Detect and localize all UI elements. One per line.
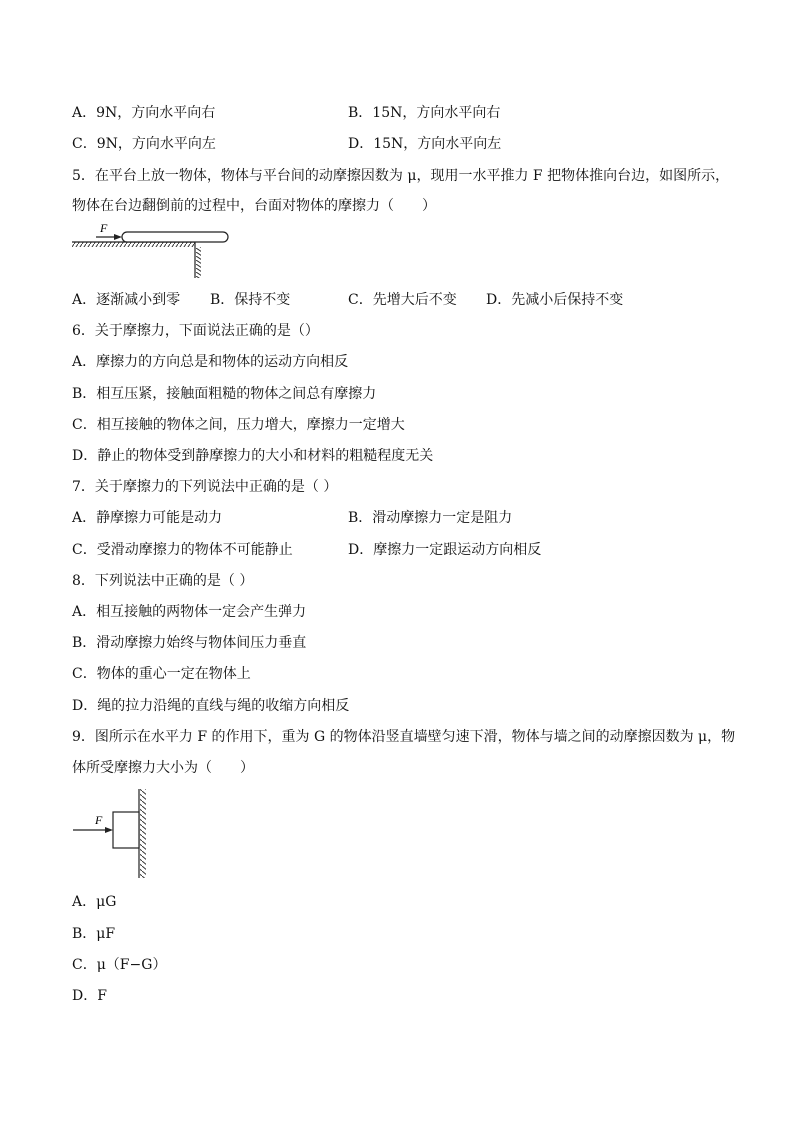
q7-option-c: C．受滑动摩擦力的物体不可能静止 bbox=[72, 542, 293, 558]
object-block bbox=[122, 232, 228, 242]
wall-hatch bbox=[140, 789, 146, 878]
force-label: F bbox=[100, 221, 108, 235]
q6-option-c: C．相互接触的物体之间，压力增大，摩擦力一定增大 bbox=[72, 417, 405, 433]
support-hatch bbox=[196, 247, 201, 278]
q7-stem: 7．关于摩擦力的下列说法中正确的是（ ） bbox=[72, 479, 338, 495]
q5-platform-figure bbox=[70, 220, 240, 282]
q9-stem-line2: 体所受摩擦力大小为（ ） bbox=[72, 760, 254, 776]
q8-option-a: A．相互接触的两物体一定会产生弹力 bbox=[72, 604, 307, 620]
q8-option-b: B．滑动摩擦力始终与物体间压力垂直 bbox=[72, 635, 307, 651]
q5-option-d: D．先减小后保持不变 bbox=[486, 292, 624, 308]
q5-option-b: B．保持不变 bbox=[210, 292, 291, 308]
q6-option-a: A．摩擦力的方向总是和物体的运动方向相反 bbox=[72, 354, 349, 370]
q4-option-b: B．15N，方向水平向右 bbox=[348, 105, 501, 121]
q5-option-a: A．逐渐减小到零 bbox=[72, 292, 181, 308]
q5-stem-line2: 物体在台边翻倒前的过程中，台面对物体的摩擦力（ ） bbox=[72, 198, 436, 214]
q4-option-c: C．9N，方向水平向左 bbox=[72, 136, 216, 152]
q5-stem-line1: 5．在平台上放一物体，物体与平台间的动摩擦因数为 μ，现用一水平推力 F 把物体推向台边，如图所示， bbox=[72, 168, 730, 184]
q9-wall-figure bbox=[70, 786, 160, 882]
q9-option-d: D．F bbox=[72, 988, 107, 1004]
q7-option-d: D．摩擦力一定跟运动方向相反 bbox=[348, 542, 542, 558]
q8-option-c: C．物体的重心一定在物体上 bbox=[72, 666, 251, 682]
q9-option-c: C．μ（F−G） bbox=[72, 957, 167, 973]
object-block bbox=[113, 812, 139, 848]
q6-option-b: B．相互压紧，接触面粗糙的物体之间总有摩擦力 bbox=[72, 386, 377, 402]
q4-option-a: A．9N，方向水平向右 bbox=[72, 105, 216, 121]
q4-option-d: D．15N，方向水平向左 bbox=[348, 136, 502, 152]
force-arrow-head bbox=[105, 827, 113, 833]
force-arrow-head bbox=[114, 234, 122, 240]
q9-stem-line1: 9．图所示在水平力 F 的作用下，重为 G 的物体沿竖直墙壁匀速下滑，物体与墙之间的动摩擦因数为 μ，物 bbox=[72, 729, 736, 745]
force-label: F bbox=[95, 813, 103, 827]
q7-option-a: A．静摩擦力可能是动力 bbox=[72, 510, 223, 526]
q8-stem: 8．下列说法中正确的是（ ） bbox=[72, 573, 254, 589]
q6-stem: 6．关于摩擦力，下面说法正确的是（） bbox=[72, 323, 319, 339]
platform-hatch bbox=[72, 242, 195, 247]
q9-option-b: B．μF bbox=[72, 926, 116, 942]
q6-option-d: D．静止的物体受到静摩擦力的大小和材料的粗糙程度无关 bbox=[72, 448, 434, 464]
q5-option-c: C．先增大后不变 bbox=[348, 292, 457, 308]
q7-option-b: B．滑动摩擦力一定是阻力 bbox=[348, 510, 513, 526]
q9-option-a: A．μG bbox=[72, 894, 117, 910]
q8-option-d: D．绳的拉力沿绳的直线与绳的收缩方向相反 bbox=[72, 698, 350, 714]
